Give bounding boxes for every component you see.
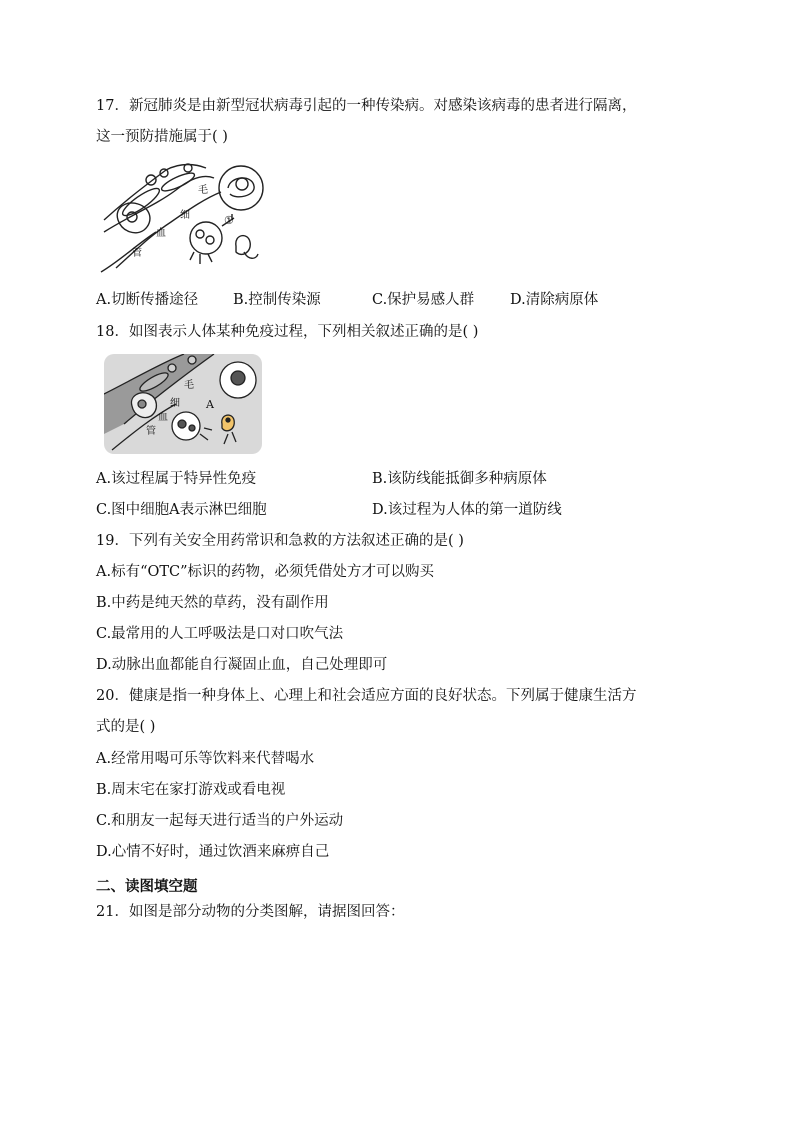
q17-label-1: ① [224,214,234,227]
q19-option-b: B.中药是纯天然的草药，没有副作用 [96,595,329,611]
q18-option-c: C.图中细胞A表示淋巴细胞 [96,502,267,518]
q20-option-a: A.经常用喝可乐等饮料来代替喝水 [96,751,315,767]
q20-option-d: D.心情不好时，通过饮酒来麻痹自己 [96,844,330,860]
q18-label-a: A [206,398,214,411]
q17-label-mao: 毛 [198,185,208,196]
q17-capillary-figure [96,160,266,276]
q17-option-b: B.控制传染源 [233,292,321,308]
q19-option-c: C.最常用的人工呼吸法是口对口吹气法 [96,626,344,642]
q20-stem-line1: 20．健康是指一种身体上、心理上和社会适应方面的良好状态。下列属于健康生活方 [96,688,637,704]
q17-label-xue: 血 [156,228,166,239]
q20-option-c: C.和朋友一起每天进行适当的户外运动 [96,813,344,829]
q19-option-a: A.标有“OTC”标识的药物，必须凭借处方才可以购买 [96,564,435,580]
q17-option-a: A.切断传播途径 [96,292,199,308]
q19-option-d: D.动脉出血都能自行凝固止血，自己处理即可 [96,657,388,673]
q18-label-mao: 毛 [184,380,194,391]
q17-stem-line1: 17．新冠肺炎是由新型冠状病毒引起的一种传染病。对感染该病毒的患者进行隔离， [96,98,637,114]
q18-option-b: B.该防线能抵御多种病原体 [372,471,547,487]
q17-option-c: C.保护易感人群 [372,292,475,308]
q21-stem-line1: 21．如图是部分动物的分类图解，请据图回答： [96,904,405,920]
q18-option-d: D.该过程为人体的第一道防线 [372,502,562,518]
q20-option-b: B.周末宅在家打游戏或看电视 [96,782,286,798]
q18-label-xue: 血 [158,412,168,423]
q18-label-xi: 细 [170,398,180,409]
q18-label-guan: 管 [146,426,156,437]
q18-stem-line1: 18．如图表示人体某种免疫过程，下列相关叙述正确的是( ) [96,324,479,340]
q17-label-guan: 管 [132,248,142,259]
q17-stem-line2: 这一预防措施属于( ) [96,129,228,145]
q19-stem-line1: 19．下列有关安全用药常识和急救的方法叙述正确的是( ) [96,533,464,549]
q18-option-a: A.该过程属于特异性免疫 [96,471,257,487]
q18-immune-figure [104,354,262,454]
q20-stem-line2: 式的是( ) [96,719,156,735]
q17-option-d: D.清除病原体 [510,292,599,308]
section-2-title: 二、读图填空题 [96,879,198,895]
q17-label-xi: 细 [180,210,190,221]
